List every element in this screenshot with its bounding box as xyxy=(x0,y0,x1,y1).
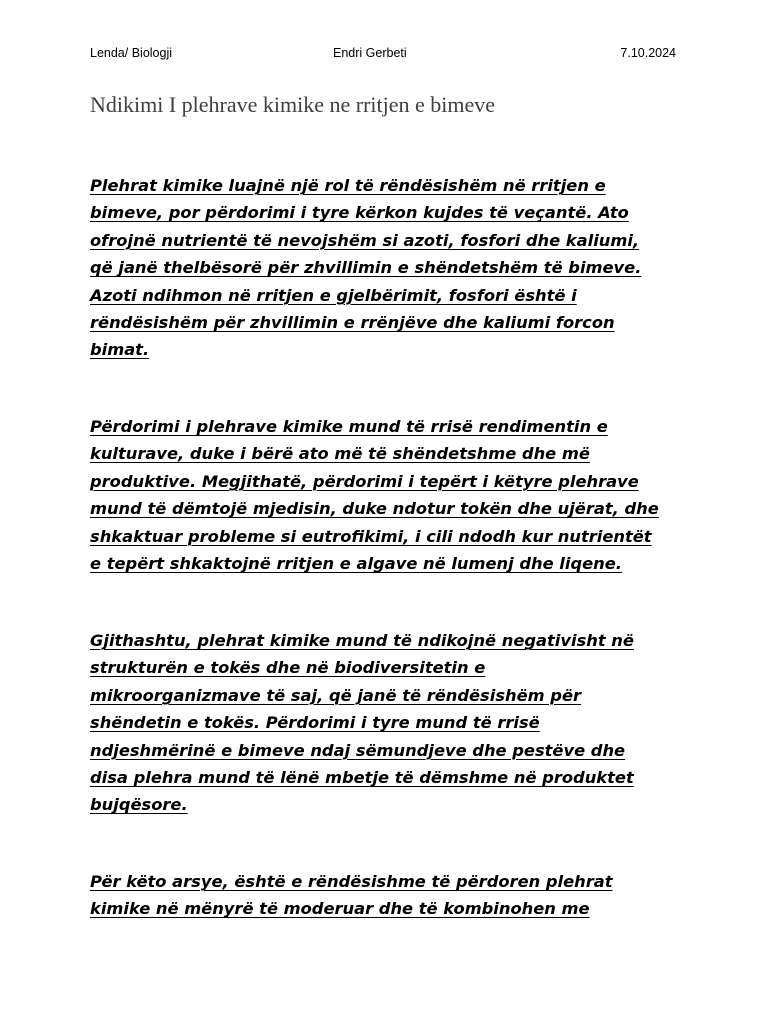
paragraph-line: produktive. Megjithatë, përdorimi i tepërt i këtyre plehrave xyxy=(90,471,639,491)
paragraph-line: mund të dëmtojë mjedisin, duke ndotur tokën dhe ujërat, dhe xyxy=(90,499,659,519)
paragraph-4 xyxy=(90,868,690,923)
paragraph-1 xyxy=(90,172,690,364)
paragraph-line: bujqësore. xyxy=(90,795,188,815)
paragraph-line: ofrojnë nutrientë të nevojshëm si azoti, fosfori dhe kaliumi, xyxy=(90,230,640,250)
paragraph-line: Plehrat kimike luajnë një rol të rëndësishëm në rritjen e xyxy=(90,176,606,195)
paragraph-line: ndjeshmërinë e bimeve ndaj sëmundjeve dhe pestëve dhe xyxy=(90,740,626,760)
header-subject: Lenda/ Biologji xyxy=(90,46,173,60)
document-title: Ndikimi I plehrave kimike ne rritjen e bimeve xyxy=(90,92,496,117)
page-header xyxy=(90,46,678,66)
paragraph-2 xyxy=(90,413,690,577)
paragraph-line: që janë thelbësorë për zhvillimin e shëndetshëm të bimeve. xyxy=(90,258,642,278)
paragraph-line: bimeve, por përdorimi i tyre kërkon kujdes të veçantë. Ato xyxy=(90,203,629,223)
paragraph-line: mikroorganizmave të saj, që janë të rëndësishëm për xyxy=(90,685,582,705)
paragraph-line: Gjithashtu, plehrat kimike mund të ndikojnë negativisht në xyxy=(90,631,634,650)
paragraph-3 xyxy=(90,627,690,819)
header-date: 7.10.2024 xyxy=(620,46,676,60)
paragraph-line: kimike në mënyrë të moderuar dhe të kombinohen me xyxy=(90,899,590,919)
paragraph-line: shëndetin e tokës. Përdorimi i tyre mund të rrisë xyxy=(90,713,540,733)
paragraph-line: Përdorimi i plehrave kimike mund të rrisë rendimentin e xyxy=(90,417,608,436)
paragraph-line: Azoti ndihmon në rritjen e gjelbërimit, fosfori është i xyxy=(90,285,577,305)
paragraph-line: shkaktuar probleme si eutrofikimi, i cili ndodh kur nutrientët xyxy=(90,526,652,546)
paragraph-line: strukturën e tokës dhe në biodiversitetin e xyxy=(90,658,486,678)
paragraph-line: bimat. xyxy=(90,340,150,360)
paragraph-line: e tepërt shkaktojnë rritjen e algave në lumenj dhe liqene. xyxy=(90,554,622,574)
paragraph-line: Për këto arsye, është e rëndësishme të përdoren plehrat xyxy=(90,872,613,891)
paragraph-line: kulturave, duke i bërë ato më të shëndetshme dhe më xyxy=(90,444,590,464)
header-author: Endri Gerbeti xyxy=(333,46,407,60)
paragraph-line: disa plehra mund të lënë mbetje të dëmshme në produktet xyxy=(90,768,634,788)
paragraph-line: rëndësishëm për zhvillimin e rrënjëve dhe kaliumi forcon xyxy=(90,313,615,333)
